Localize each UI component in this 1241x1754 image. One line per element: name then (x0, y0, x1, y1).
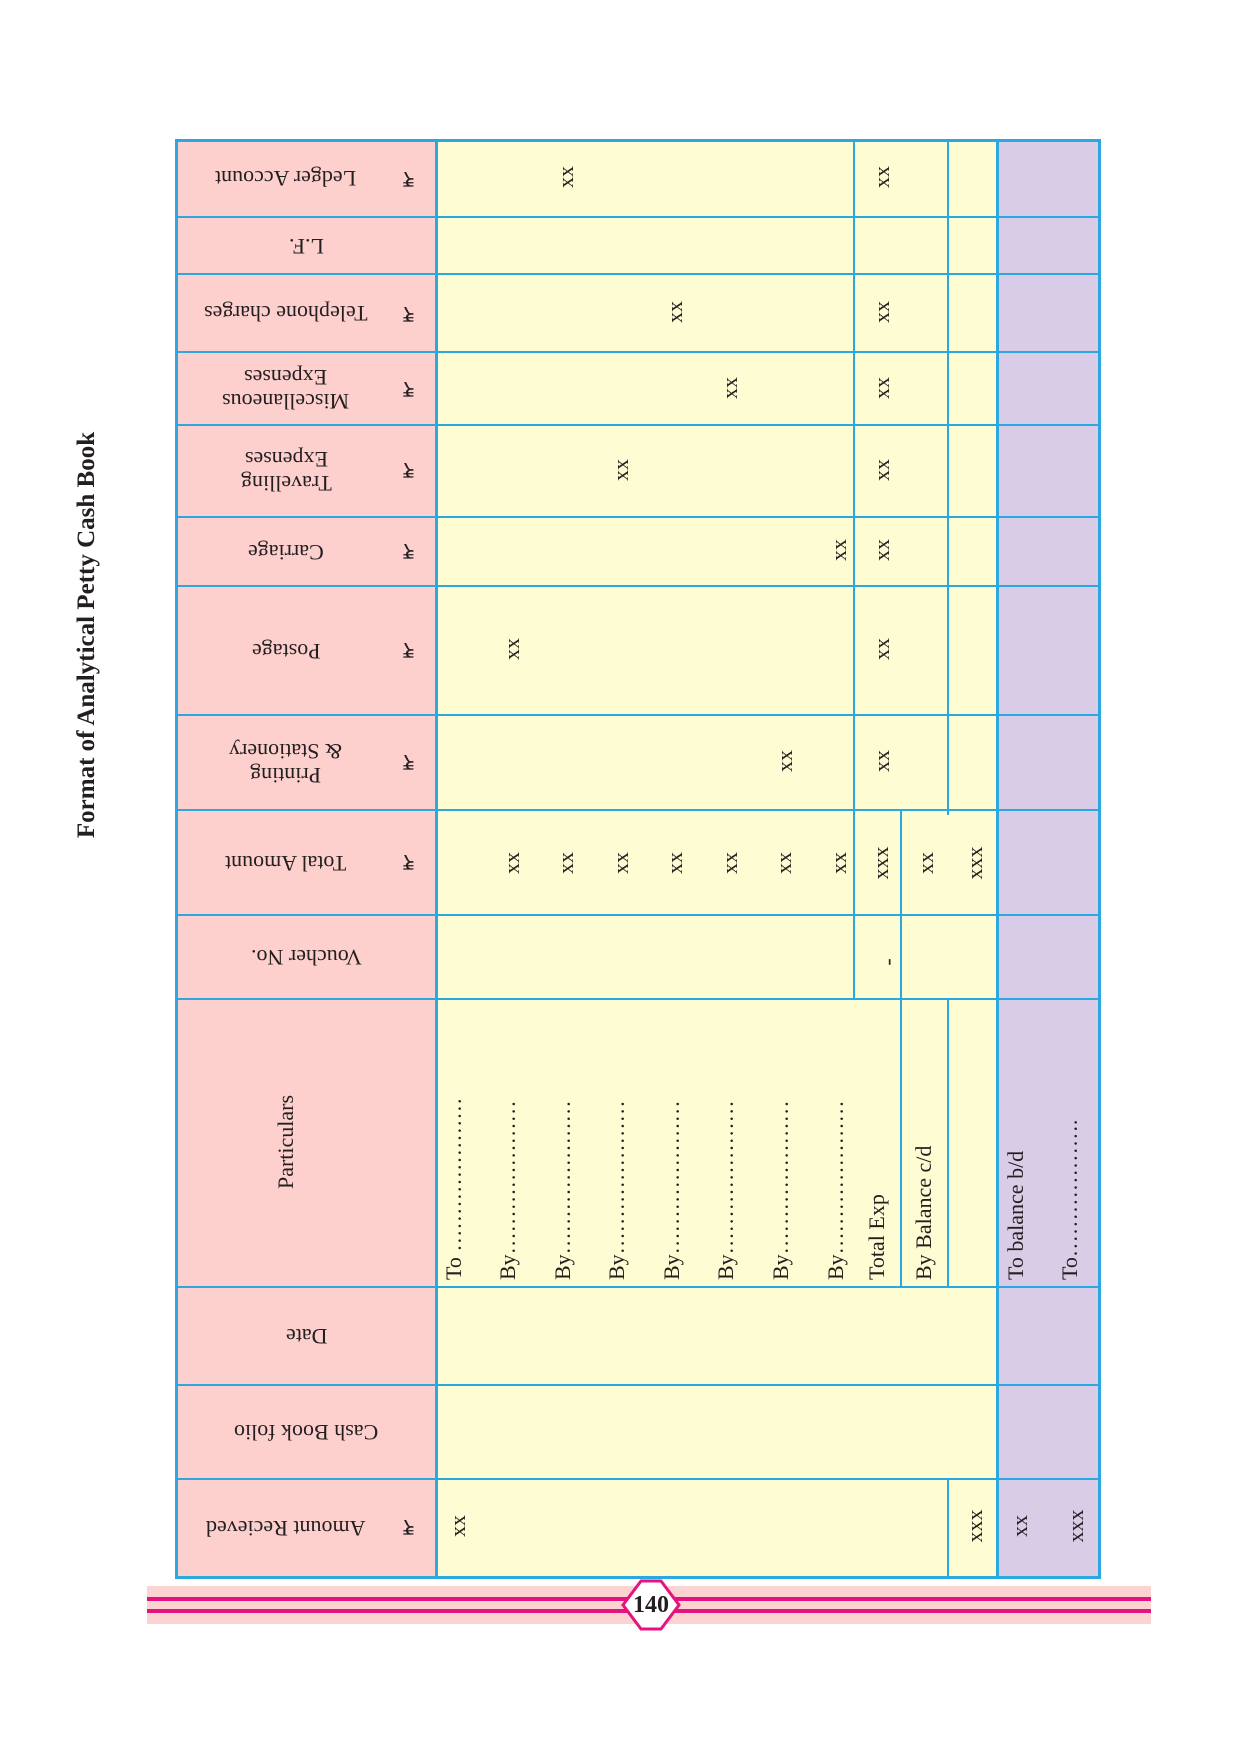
rupee-icon: ₹ (402, 750, 415, 774)
travelling-total: xx (869, 459, 894, 481)
total-amount-grand-total: xxx (962, 846, 987, 880)
header-carriage: Carriage (248, 539, 324, 565)
rupee-icon: ₹ (402, 1515, 415, 1539)
rupee-icon: ₹ (402, 302, 415, 326)
particulars-entry: By………………… (713, 1100, 738, 1280)
rupee-icon: ₹ (402, 458, 415, 482)
balance-band (998, 140, 1100, 1577)
particulars-entry: By………………… (495, 1100, 520, 1280)
subtotal-line-top (947, 139, 949, 815)
ledger-total: xx (869, 166, 894, 188)
total-exp-label: Total Exp (864, 1194, 889, 1280)
telephone-total: xx (869, 301, 894, 323)
ledger-entry: xx (553, 166, 578, 188)
header-total-amount: Total Amount (225, 850, 347, 876)
rupee-icon: ₹ (402, 167, 415, 191)
border-right (1098, 139, 1101, 1579)
misc-total: xx (869, 377, 894, 399)
rupee-icon: ₹ (402, 377, 415, 401)
travelling-entry: xx (608, 459, 633, 481)
header-ledger-account: Ledger Account (215, 166, 357, 191)
balance-cd-label: By Balance c/d (911, 1145, 936, 1280)
printing-total: xx (869, 750, 894, 772)
header-lf: L.F. (289, 233, 324, 259)
total-amount-entry: xx (717, 852, 742, 874)
total-amount-entry: xx (553, 852, 578, 874)
particulars-entry: By………………… (768, 1100, 793, 1280)
voucher-dash: - (875, 958, 900, 966)
carriage-entry: xx (826, 539, 851, 561)
balance-bd-label: To balance b/d (1003, 1150, 1028, 1280)
printing-entry: xx (772, 750, 797, 772)
rupee-icon: ₹ (402, 850, 415, 874)
total-amount-entry: xx (826, 852, 851, 874)
total-amount-entry: xx (608, 852, 633, 874)
particulars-entry: To ………………… (441, 1097, 466, 1280)
particulars-entry: By………………… (659, 1100, 684, 1280)
col-sep (175, 998, 1101, 1000)
header-particulars: Particulars (273, 1094, 298, 1190)
carriage-total: xx (869, 539, 894, 561)
divider-body-balance (996, 139, 999, 1579)
amount-received-next-total: xxx (1063, 1509, 1088, 1543)
postage-entry: xx (499, 638, 524, 660)
page-title: Format of Analytical Petty Cash Book (73, 431, 100, 839)
rupee-icon: ₹ (402, 638, 415, 662)
header-cash-book-folio: Cash Book folio (234, 1420, 379, 1445)
header-printing-stationery: Printing & Stationery (229, 738, 343, 788)
total-amount-balance: xx (913, 852, 938, 874)
header-telephone-charges: Telephone charges (204, 301, 368, 326)
header-amount-received: Amount Recieved (206, 1516, 366, 1541)
rupee-icon: ₹ (402, 539, 415, 563)
particulars-entry: By………………… (823, 1100, 848, 1280)
balance-cd-line (900, 809, 902, 1287)
particulars-entry: By………………… (604, 1100, 629, 1280)
header-postage: Postage (251, 638, 321, 664)
page-number: 140 (633, 1592, 669, 1618)
subtotal-line-particulars (947, 998, 949, 1288)
header-misc-expenses: Miscellaneous Expenses (222, 364, 350, 414)
total-amount-total: xxx (868, 846, 893, 880)
amount-received-entry: xx (445, 1515, 470, 1537)
postage-total: xx (869, 638, 894, 660)
amount-received-total: xxx (962, 1509, 987, 1543)
telephone-entry: xx (662, 301, 687, 323)
amount-received-balance-bd: xx (1007, 1515, 1032, 1537)
header-travelling-expenses: Travelling Expenses (240, 447, 332, 496)
header-voucher-no: Voucher No. (251, 945, 362, 970)
total-row-line (853, 139, 855, 999)
next-to-label: To………………. (1057, 1119, 1082, 1280)
total-amount-entry: xx (662, 852, 687, 874)
header-date: Date (285, 1324, 328, 1349)
subtotal-line-amount (947, 1478, 949, 1578)
total-amount-entry: xx (499, 852, 524, 874)
misc-entry: xx (717, 377, 742, 399)
total-amount-entry: xx (771, 852, 796, 874)
particulars-entry: By………………… (550, 1100, 575, 1280)
